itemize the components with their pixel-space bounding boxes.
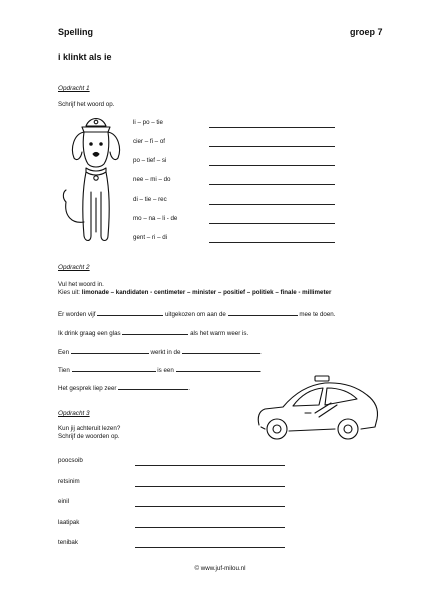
- exercise-2-instruction: Vul het woord in.: [58, 281, 104, 288]
- syllable-word: di – tie – rec: [133, 196, 167, 203]
- reversed-word: retsinim: [58, 478, 80, 485]
- answer-line[interactable]: [209, 127, 335, 128]
- answer-line[interactable]: [209, 184, 335, 185]
- answer-line[interactable]: [135, 506, 285, 507]
- fill-sentence-4: Tien is een .: [58, 367, 262, 374]
- answer-line[interactable]: [209, 242, 335, 243]
- fill-sentence-1: Er worden vijf uitgekozen om aan de mee te doen.: [58, 311, 336, 318]
- topic-title: i klinkt als ie: [58, 52, 112, 62]
- fill-blank[interactable]: [72, 365, 156, 372]
- group-label: groep 7: [350, 27, 383, 37]
- answer-line[interactable]: [135, 465, 285, 466]
- fill-sentence-2: Ik drink graag een glas als het warm weer is.: [58, 330, 249, 337]
- word-bank-prefix: Kies uit:: [58, 289, 81, 296]
- syllable-word: po – tief – si: [133, 157, 167, 164]
- syllable-word: mo – na – li - de: [133, 215, 178, 222]
- word-bank-words: limonade – kandidaten - centimeter – minister – positief – politiek – finale - millimeter: [81, 289, 332, 296]
- reversed-word: tenibak: [58, 539, 78, 546]
- copyright-footer: © www.juf-milou.nl: [194, 565, 246, 572]
- fill-blank[interactable]: [176, 365, 260, 372]
- answer-line[interactable]: [209, 223, 335, 224]
- syllable-word: nee – mi – do: [133, 176, 171, 183]
- answer-line[interactable]: [209, 146, 335, 147]
- exercise-1-title: Opdracht 1: [58, 85, 90, 92]
- exercise-3-question: Kun jij achteruit lezen?: [58, 425, 121, 432]
- answer-line[interactable]: [135, 486, 285, 487]
- police-car-illustration: [253, 373, 383, 443]
- fill-blank[interactable]: [228, 309, 298, 316]
- fill-sentence-5: Het gesprek liep zeer .: [58, 385, 190, 392]
- reversed-word: einil: [58, 498, 70, 505]
- police-dog-illustration: [60, 112, 130, 250]
- fill-blank[interactable]: [71, 347, 149, 354]
- syllable-word: li – po – tie: [133, 119, 163, 126]
- answer-line[interactable]: [209, 204, 335, 205]
- fill-blank[interactable]: [182, 347, 260, 354]
- reversed-word: poocsoib: [58, 457, 83, 464]
- answer-line[interactable]: [209, 165, 335, 166]
- exercise-3-title: Opdracht 3: [58, 410, 90, 417]
- fill-blank[interactable]: [122, 328, 188, 335]
- reversed-word: laatipak: [58, 519, 80, 526]
- exercise-1-instruction: Schrijf het woord op.: [58, 101, 115, 108]
- answer-line[interactable]: [135, 527, 285, 528]
- exercise-3-instruction: Schrijf de woorden op.: [58, 433, 120, 440]
- syllable-word: gent – ri – di: [133, 234, 168, 241]
- answer-line[interactable]: [135, 547, 285, 548]
- word-bank: [58, 289, 331, 297]
- syllable-word: cier – fi – of: [133, 138, 165, 145]
- subject-title: Spelling: [58, 27, 94, 37]
- exercise-2-title: Opdracht 2: [58, 264, 90, 271]
- fill-blank[interactable]: [118, 383, 188, 390]
- fill-blank[interactable]: [97, 309, 163, 316]
- fill-sentence-3: Een werkt in de .: [58, 349, 262, 356]
